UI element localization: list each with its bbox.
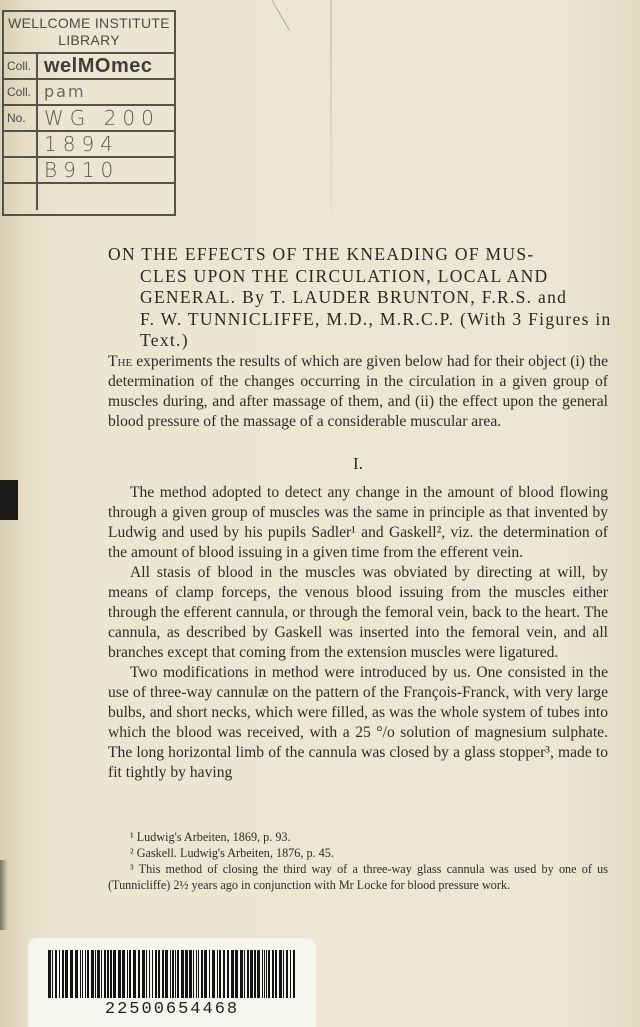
barcode-bar (223, 950, 225, 998)
barcode-bar (254, 950, 256, 998)
barcode-bar (275, 950, 277, 998)
barcode-bar (155, 950, 157, 998)
barcode-bar (240, 950, 243, 998)
body-paragraph: Two modifications in method were introduced by us. One consisted in the use of three-way cannulæ on the pattern of the François-Franck, with very large bulbs, and short necks, which were filled, as was the whole system of tubes into which the blood was received, with a 25 °/o solution of magnesium sulphate. The long horizontal limb of the cannula was closed by a glass stopper³, made to fit tightly by having (108, 664, 608, 781)
stamp-label: Coll. (4, 80, 38, 104)
stamp-row-no (4, 106, 174, 132)
stamp-value: B910 (44, 158, 120, 182)
stamp-label (4, 158, 38, 182)
stamp-row-empty (4, 184, 174, 210)
title-line: F. W. TUNNICLIFFE, M.D., M.R.C.P. (With 3 Figures in (140, 308, 612, 329)
barcode-bar (235, 950, 238, 998)
barcode-bar (97, 950, 100, 998)
stamp-label: Coll. (4, 54, 38, 78)
barcode-bar (250, 950, 253, 998)
intro-text: experiments the results of which are given below had for their object (i) the determination of the changes occurring in the circulation in a given group of muscles during, and after massage of them, and (ii) the effect upon the general blood pressure of the massage of a considerable muscular area. (108, 353, 608, 430)
barcode-bar (59, 950, 60, 998)
barcode-bar (162, 950, 164, 998)
barcode-bar (209, 950, 210, 998)
section-heading: I. (353, 454, 363, 473)
library-stamp (2, 10, 176, 216)
barcode-bar (272, 950, 274, 998)
stamp-row-year (4, 132, 174, 158)
barcode-bar (293, 950, 295, 998)
title-line: GENERAL. By T. LAUDER BRUNTON, F.R.S. and (140, 287, 568, 307)
barcode-bar (82, 950, 83, 998)
barcode-bar (146, 950, 147, 998)
body-paragraph: The method adopted to detect any change in the amount of blood flowing through a given group of muscles was the same in principle as that invented by Ludwig and used by his pupils Sadler¹ and Gaskell², viz. the determination of the amount of blood issuing in a given time from the efferent vein. (108, 484, 608, 561)
barcode-bar (107, 950, 109, 998)
barcode-bar (175, 950, 176, 998)
barcode-bar (149, 950, 150, 998)
stamp-header (4, 12, 174, 54)
body-text (108, 483, 608, 783)
barcode-bar (244, 950, 245, 998)
barcode-bar (290, 950, 291, 998)
title-line: ON THE EFFECTS OF THE KNEADING OF MUS- (108, 244, 535, 264)
barcode-bar (262, 950, 263, 998)
barcode-bar (65, 950, 68, 998)
barcode-bar (87, 950, 89, 998)
barcode-bar (118, 950, 121, 998)
stamp-value: WG 200 (44, 106, 160, 130)
barcode-bar (219, 950, 221, 998)
barcode-bar (104, 950, 106, 998)
footnotes (108, 829, 608, 893)
footnote: ² Gaskell. Ludwig's Arbeiten, 1876, p. 45. (130, 846, 334, 860)
barcode-bar (283, 950, 284, 998)
barcode-bar (172, 950, 174, 998)
barcode-bar (231, 950, 234, 998)
intro-block (108, 352, 608, 432)
barcode-bar (129, 950, 131, 998)
stamp-label: No. (4, 106, 38, 130)
body-paragraph: All stasis of blood in the muscles was obviated by directing at will, by means of clamp forceps, the venous blood issuing from the muscles either through the efferent cannula, or through the femoral vein, back to the heart. The cannula, as described by Gaskell was inserted into the femoral vein, and all branches except that coming from the extension muscles were ligatured. (108, 564, 608, 661)
stamp-value: 1894 (44, 132, 119, 156)
barcode-bar (212, 950, 215, 998)
barcode-bar (101, 950, 102, 998)
title-line: CLES UPON THE CIRCULATION, LOCAL AND (140, 265, 549, 286)
barcode-bar (185, 950, 188, 998)
stamp-library: LIBRARY (58, 32, 120, 48)
barcode-bar (177, 950, 179, 998)
stamp-value: welMOmec (44, 55, 153, 77)
barcode-bar (113, 950, 116, 998)
barcode-bars (48, 950, 296, 998)
stamp-row-coll-2 (4, 80, 174, 106)
barcode-bar (52, 950, 53, 998)
binding-tab (0, 480, 18, 520)
stamp-label (4, 184, 38, 210)
edge-shadow (0, 860, 8, 930)
barcode-bar (80, 950, 81, 998)
barcode-bar (196, 950, 197, 998)
barcode-bar (122, 950, 125, 998)
barcode-label (28, 938, 316, 1027)
barcode-bar (127, 950, 128, 998)
stamp-institution: WELLCOME INSTITUTE (8, 15, 170, 31)
barcode-bar (189, 950, 192, 998)
barcode-bar (286, 950, 288, 998)
barcode-bar (158, 950, 160, 998)
barcode-bar (70, 950, 73, 998)
barcode-bar (198, 950, 199, 998)
barcode-bar (181, 950, 184, 998)
barcode-bar (247, 950, 249, 998)
barcode-bar (110, 950, 112, 998)
barcode-bar (257, 950, 260, 998)
barcode-bar (201, 950, 203, 998)
barcode-bar (204, 950, 207, 998)
barcode-bar (170, 950, 171, 998)
title-line: Text.) (140, 330, 189, 350)
stamp-row-coll (4, 54, 174, 80)
barcode-bar (48, 950, 51, 998)
stamp-row-code (4, 158, 174, 184)
barcode-bar (266, 950, 267, 998)
barcode-bar (268, 950, 270, 998)
barcode-bar (91, 950, 94, 998)
barcode-bar (152, 950, 153, 998)
barcode-bar (264, 950, 265, 998)
barcode-number: 22500654468 (104, 1000, 240, 1019)
article-title (108, 244, 612, 352)
barcode-bar (227, 950, 229, 998)
stamp-label (4, 132, 38, 156)
barcode-bar (138, 950, 140, 998)
barcode-bar (95, 950, 96, 998)
barcode-bar (62, 950, 64, 998)
barcode-bar (279, 950, 282, 998)
intro-lead: The (108, 353, 133, 370)
intro-paragraph (108, 352, 608, 432)
stamp-value: pam (44, 82, 86, 101)
barcode-bar (85, 950, 86, 998)
barcode-bar (193, 950, 194, 998)
barcode-bar (55, 950, 57, 998)
footnote: ³ This method of closing the third way of a three-way glass cannula was used by one of us (Tunnicliffe) 2½ years ago in conjunction with Mr Locke for blood pressure work. (108, 862, 608, 892)
barcode-bar (165, 950, 168, 998)
page-fold (330, 0, 332, 240)
barcode-bar (75, 950, 78, 998)
barcode-bar (142, 950, 145, 998)
barcode-bar (133, 950, 136, 998)
footnote: ¹ Ludwig's Arbeiten, 1869, p. 93. (130, 830, 291, 844)
barcode-bar (217, 950, 218, 998)
